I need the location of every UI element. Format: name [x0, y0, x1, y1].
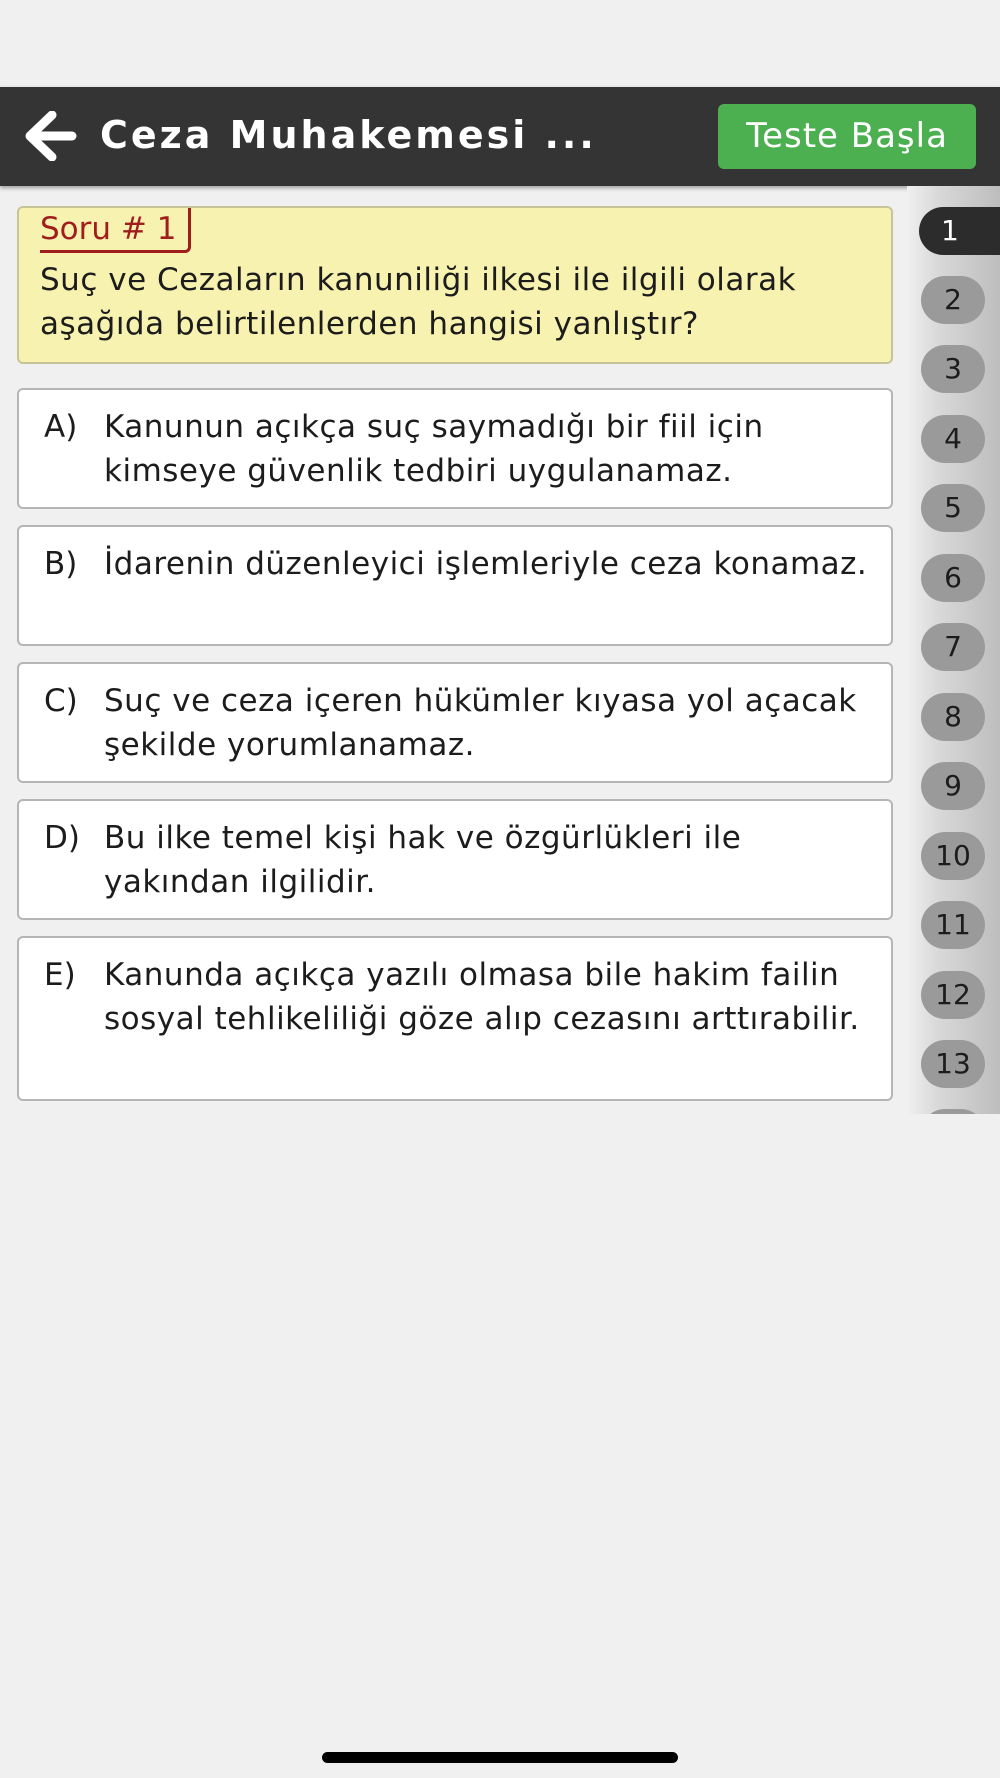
option-letter: D)	[44, 820, 80, 856]
question-nav-item-5[interactable]: 5	[921, 484, 985, 532]
option-text: Bu ilke temel kişi hak ve özgürlükleri ile yakından ilgilidir.	[104, 820, 742, 900]
option-text: İdarenin düzenleyici işlemleriyle ceza konamaz.	[104, 546, 868, 582]
question-number: Soru # 1	[40, 208, 191, 253]
question-card	[17, 206, 893, 364]
option-text: Kanunda açıkça yazılı olmasa bile hakim failin sosyal tehlikeliliği göze alıp cezasını arttırabilir.	[104, 957, 860, 1037]
question-nav-item-7[interactable]: 7	[921, 623, 985, 671]
option-c[interactable]	[17, 662, 893, 783]
question-nav-item-4[interactable]: 4	[921, 415, 985, 463]
question-nav-item-partial	[921, 1109, 985, 1114]
option-a[interactable]	[17, 388, 893, 509]
question-nav-item-1[interactable]: 1	[919, 207, 1000, 255]
question-nav-item-10[interactable]: 10	[921, 832, 985, 880]
start-test-button[interactable]: Teste Başla	[718, 104, 976, 169]
top-bar	[0, 87, 1000, 186]
question-text: Suç ve Cezaların kanuniliği ilkesi ile ilgili olarak aşağıda belirtilenlerden hangisi yanlıştır?	[40, 262, 797, 342]
option-letter: A)	[44, 409, 78, 445]
question-nav-item-6[interactable]: 6	[921, 554, 985, 602]
option-e[interactable]	[17, 936, 893, 1101]
question-nav-item-2[interactable]: 2	[921, 276, 985, 324]
question-nav-item-11[interactable]: 11	[921, 901, 985, 949]
option-text: Kanunun açıkça suç saymadığı bir fiil için kimseye güvenlik tedbiri uygulanamaz.	[104, 409, 764, 489]
option-letter: B)	[44, 546, 78, 582]
option-letter: E)	[44, 957, 76, 993]
question-nav-item-12[interactable]: 12	[921, 971, 985, 1019]
question-nav-item-9[interactable]: 9	[921, 762, 985, 810]
question-nav-item-8[interactable]: 8	[921, 693, 985, 741]
option-text: Suç ve ceza içeren hükümler kıyasa yol açacak şekilde yorumlanamaz.	[104, 683, 857, 763]
page-title: Ceza Muhakemesi ...	[100, 113, 597, 157]
option-b[interactable]	[17, 525, 893, 646]
arrow-left-icon[interactable]	[24, 111, 78, 161]
question-nav-item-3[interactable]: 3	[921, 345, 985, 393]
option-letter: C)	[44, 683, 78, 719]
question-navigator[interactable]	[907, 186, 1000, 1114]
option-d[interactable]	[17, 799, 893, 920]
question-nav-item-13[interactable]: 13	[921, 1040, 985, 1088]
home-indicator	[322, 1752, 678, 1763]
